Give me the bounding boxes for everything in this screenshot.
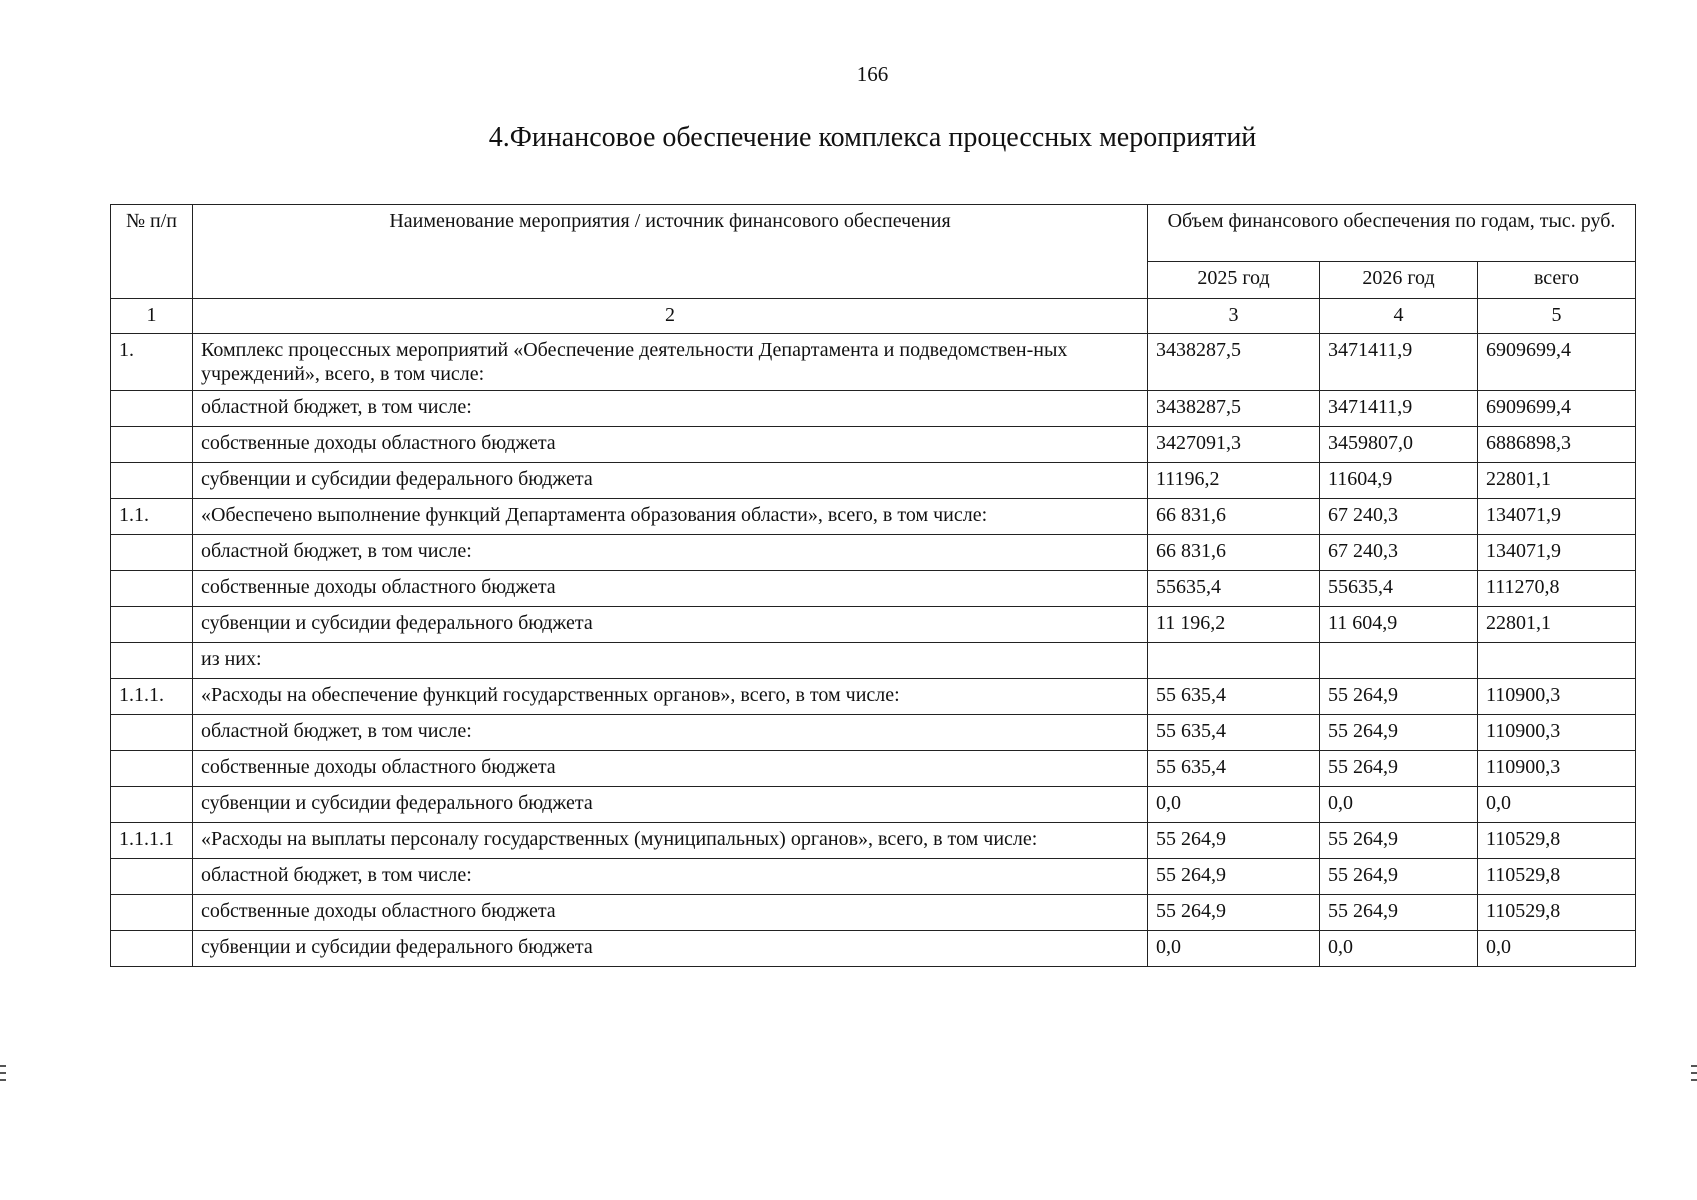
value-total-cell: 134071,9 (1478, 499, 1636, 535)
value-2025-cell: 3438287,5 (1148, 391, 1320, 427)
table-row (111, 823, 1636, 859)
column-index: 5 (1478, 299, 1636, 334)
table-row (111, 787, 1636, 823)
value-2026-cell: 55 264,9 (1320, 823, 1478, 859)
value-total-cell: 111270,8 (1478, 571, 1636, 607)
header-total: всего (1478, 262, 1636, 299)
row-name-cell: областной бюджет, в том числе: (193, 715, 1148, 751)
row-number-cell (111, 463, 193, 499)
value-total-cell: 110900,3 (1478, 679, 1636, 715)
row-number-cell (111, 391, 193, 427)
row-number-cell (111, 787, 193, 823)
value-2026-cell: 55 264,9 (1320, 859, 1478, 895)
header-volume: Объем финансового обеспечения по годам, тыс. руб. (1148, 205, 1636, 262)
value-total-cell: 134071,9 (1478, 535, 1636, 571)
value-2025-cell: 55 635,4 (1148, 715, 1320, 751)
value-total-cell: 6886898,3 (1478, 427, 1636, 463)
value-2026-cell: 55635,4 (1320, 571, 1478, 607)
row-name-cell: «Расходы на обеспечение функций государственных органов», всего, в том числе: (193, 679, 1148, 715)
value-2026-cell (1320, 643, 1478, 679)
value-2025-cell: 55 635,4 (1148, 679, 1320, 715)
document-title: 4.Финансовое обеспечение комплекса процессных мероприятий (488, 122, 1257, 153)
value-total-cell: 22801,1 (1478, 607, 1636, 643)
row-name-cell: собственные доходы областного бюджета (193, 751, 1148, 787)
row-number-cell (111, 931, 193, 967)
row-name-cell: из них: (193, 643, 1148, 679)
header-year-2026: 2026 год (1320, 262, 1478, 299)
value-2026-cell: 11 604,9 (1320, 607, 1478, 643)
row-name-cell: областной бюджет, в том числе: (193, 859, 1148, 895)
row-number-cell (111, 535, 193, 571)
value-2026-cell: 3471411,9 (1320, 334, 1478, 391)
value-total-cell: 110529,8 (1478, 859, 1636, 895)
table-row (111, 535, 1636, 571)
value-2025-cell: 0,0 (1148, 787, 1320, 823)
row-name-cell: собственные доходы областного бюджета (193, 895, 1148, 931)
column-index: 3 (1148, 299, 1320, 334)
value-2025-cell: 11 196,2 (1148, 607, 1320, 643)
row-name-cell: областной бюджет, в том числе: (193, 391, 1148, 427)
page-number: 166 (856, 62, 889, 86)
row-name-cell: собственные доходы областного бюджета (193, 427, 1148, 463)
header-name: Наименование мероприятия / источник финансового обеспечения (193, 205, 1148, 299)
table-row (111, 715, 1636, 751)
table-row (111, 499, 1636, 535)
row-name-cell: областной бюджет, в том числе: (193, 535, 1148, 571)
financing-table (110, 204, 1636, 967)
row-number-cell (111, 895, 193, 931)
row-number-cell (111, 715, 193, 751)
value-total-cell: 6909699,4 (1478, 334, 1636, 391)
column-index: 1 (111, 299, 193, 334)
value-2026-cell: 3459807,0 (1320, 427, 1478, 463)
table-body (111, 334, 1636, 967)
row-number-cell (111, 643, 193, 679)
table-row (111, 859, 1636, 895)
row-name-cell: собственные доходы областного бюджета (193, 571, 1148, 607)
value-total-cell: 0,0 (1478, 931, 1636, 967)
table-row (111, 895, 1636, 931)
value-2025-cell: 55 264,9 (1148, 859, 1320, 895)
value-2026-cell: 55 264,9 (1320, 679, 1478, 715)
table-header (111, 205, 1636, 334)
value-2025-cell: 11196,2 (1148, 463, 1320, 499)
value-2026-cell: 55 264,9 (1320, 751, 1478, 787)
value-2026-cell: 0,0 (1320, 787, 1478, 823)
column-index-row (111, 299, 1636, 334)
value-2026-cell: 67 240,3 (1320, 499, 1478, 535)
row-number-cell (111, 571, 193, 607)
row-number-cell (111, 751, 193, 787)
value-2026-cell: 3471411,9 (1320, 391, 1478, 427)
row-number-cell (111, 427, 193, 463)
row-name-cell: «Расходы на выплаты персоналу государственных (муниципальных) органов», всего, в том числе: (193, 823, 1148, 859)
value-2025-cell: 55 264,9 (1148, 823, 1320, 859)
row-number-cell (111, 859, 193, 895)
value-total-cell: 110529,8 (1478, 895, 1636, 931)
row-name-cell: «Обеспечено выполнение функций Департамента образования области», всего, в том числе: (193, 499, 1148, 535)
table-row (111, 751, 1636, 787)
value-2026-cell: 55 264,9 (1320, 895, 1478, 931)
value-2025-cell: 55635,4 (1148, 571, 1320, 607)
value-2026-cell: 11604,9 (1320, 463, 1478, 499)
value-2026-cell: 67 240,3 (1320, 535, 1478, 571)
value-total-cell (1478, 643, 1636, 679)
row-name-cell: Комплекс процессных мероприятий «Обеспечение деятельности Департамента и подведомствен-ных учреждений», всего, в том числе: (193, 334, 1148, 391)
value-total-cell: 110529,8 (1478, 823, 1636, 859)
row-number-cell: 1.1.1. (111, 679, 193, 715)
value-2026-cell: 55 264,9 (1320, 715, 1478, 751)
value-total-cell: 110900,3 (1478, 715, 1636, 751)
table-row (111, 931, 1636, 967)
value-2026-cell: 0,0 (1320, 931, 1478, 967)
table-row (111, 427, 1636, 463)
row-number-cell (111, 607, 193, 643)
value-2025-cell: 55 635,4 (1148, 751, 1320, 787)
table-row (111, 463, 1636, 499)
value-total-cell: 22801,1 (1478, 463, 1636, 499)
value-2025-cell: 3427091,3 (1148, 427, 1320, 463)
row-name-cell: субвенции и субсидии федерального бюджета (193, 463, 1148, 499)
value-2025-cell: 3438287,5 (1148, 334, 1320, 391)
right-margin-mark (1691, 1065, 1697, 1087)
table-row (111, 571, 1636, 607)
row-number-cell: 1. (111, 334, 193, 391)
value-2025-cell: 55 264,9 (1148, 895, 1320, 931)
column-index: 4 (1320, 299, 1478, 334)
row-number-cell: 1.1. (111, 499, 193, 535)
table-row (111, 391, 1636, 427)
value-2025-cell: 66 831,6 (1148, 535, 1320, 571)
row-name-cell: субвенции и субсидии федерального бюджета (193, 607, 1148, 643)
value-2025-cell: 66 831,6 (1148, 499, 1320, 535)
table-row (111, 607, 1636, 643)
left-margin-mark (0, 1065, 6, 1087)
row-name-cell: субвенции и субсидии федерального бюджета (193, 787, 1148, 823)
table-row (111, 679, 1636, 715)
value-2025-cell (1148, 643, 1320, 679)
value-total-cell: 0,0 (1478, 787, 1636, 823)
table-row (111, 334, 1636, 391)
row-name-cell: субвенции и субсидии федерального бюджета (193, 931, 1148, 967)
header-num: № п/п (111, 205, 193, 299)
value-total-cell: 6909699,4 (1478, 391, 1636, 427)
header-year-2025: 2025 год (1148, 262, 1320, 299)
row-number-cell: 1.1.1.1 (111, 823, 193, 859)
value-total-cell: 110900,3 (1478, 751, 1636, 787)
column-index: 2 (193, 299, 1148, 334)
value-2025-cell: 0,0 (1148, 931, 1320, 967)
header-row (111, 205, 1636, 262)
table-row (111, 643, 1636, 679)
